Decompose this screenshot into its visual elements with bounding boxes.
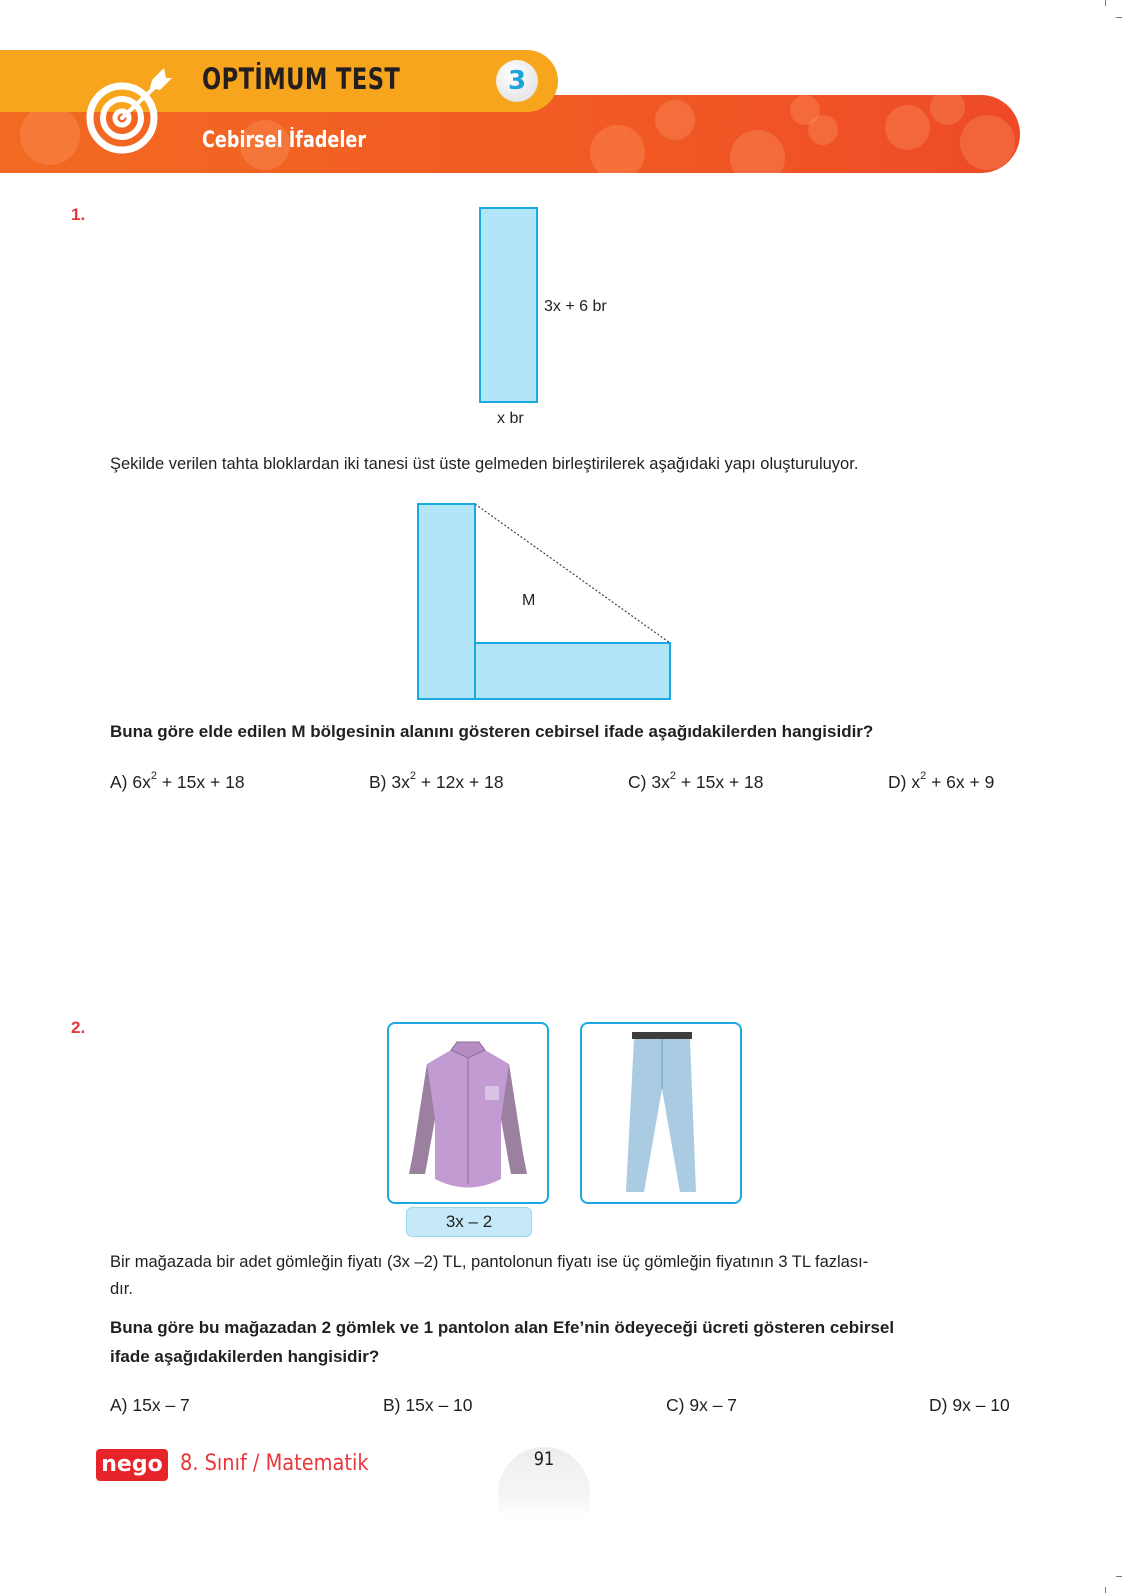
test-number-badge: 3 <box>496 60 538 102</box>
question-2-stem-line1: Bir mağazada bir adet gömleğin fiyatı (3x –2) TL, pantolonun fiyatı ise üç gömleğin fiyatının 3 TL fazlası- <box>110 1253 869 1271</box>
shirt-image-box <box>387 1022 549 1204</box>
diagonal-dotted-line <box>475 504 670 643</box>
region-m-label: M <box>522 592 536 609</box>
publisher-logo: nego <box>96 1449 168 1481</box>
choice-a[interactable]: A) 15x – 7 <box>110 1395 190 1415</box>
question-number: 2. <box>71 1018 86 1037</box>
page-title: OPTİMUM TEST <box>202 62 401 96</box>
combined-blocks-figure <box>414 500 676 703</box>
target-icon <box>84 66 174 156</box>
page-subtitle: Cebirsel İfadeler <box>202 128 367 153</box>
choice-c[interactable]: C) 9x – 7 <box>666 1395 738 1415</box>
choice-a[interactable]: A) $6x^2 + 15x + 18$ <box>110 770 245 792</box>
shirt-icon <box>389 1024 547 1202</box>
choice-d[interactable]: D) $x^2 + 6x + 9$ <box>888 770 995 792</box>
choice-b[interactable]: B) 15x – 10 <box>383 1395 473 1415</box>
block-width-label: x br <box>497 410 524 427</box>
shirt-price-tag: 3x – 2 <box>406 1207 532 1237</box>
choice-d[interactable]: D) 9x – 10 <box>929 1395 1010 1415</box>
trousers-image-box <box>580 1022 742 1204</box>
choice-b[interactable]: B) $3x^2 + 12x + 18$ <box>369 770 504 792</box>
footer-subject: 8. Sınıf / Matematik <box>180 1451 369 1476</box>
question-1-stem: Şekilde verilen tahta bloklardan iki tanesi üst üste gelmeden birleştirilerek aşağıdaki yapı oluşturuluyor. <box>110 455 859 473</box>
block-height-label: 3x + 6 br <box>544 298 607 315</box>
question-2-stem-line2: dır. <box>110 1280 133 1298</box>
crop-mark <box>1105 0 1106 6</box>
wood-block-figure <box>478 206 542 406</box>
choice-c[interactable]: C) $3x^2 + 15x + 18$ <box>628 770 764 792</box>
question-2-prompt-line1: Buna göre bu mağazadan 2 gömlek ve 1 pantolon alan Efe’nin ödeyeceği ücreti gösteren cebirsel <box>110 1318 895 1337</box>
question-number: 1. <box>71 205 86 224</box>
crop-mark <box>1116 1576 1122 1577</box>
trousers-icon <box>582 1024 740 1202</box>
vertical-block <box>418 504 475 699</box>
crop-mark <box>1116 17 1122 18</box>
horizontal-block <box>475 643 670 699</box>
question-1-prompt: Buna göre elde edilen M bölgesinin alanını gösteren cebirsel ifade aşağıdakilerden hangisidir? <box>110 722 874 741</box>
question-2-prompt-line2: ifade aşağıdakilerden hangisidir? <box>110 1347 380 1366</box>
crop-mark <box>1105 1587 1106 1593</box>
page-number: 91 <box>533 1448 555 1470</box>
